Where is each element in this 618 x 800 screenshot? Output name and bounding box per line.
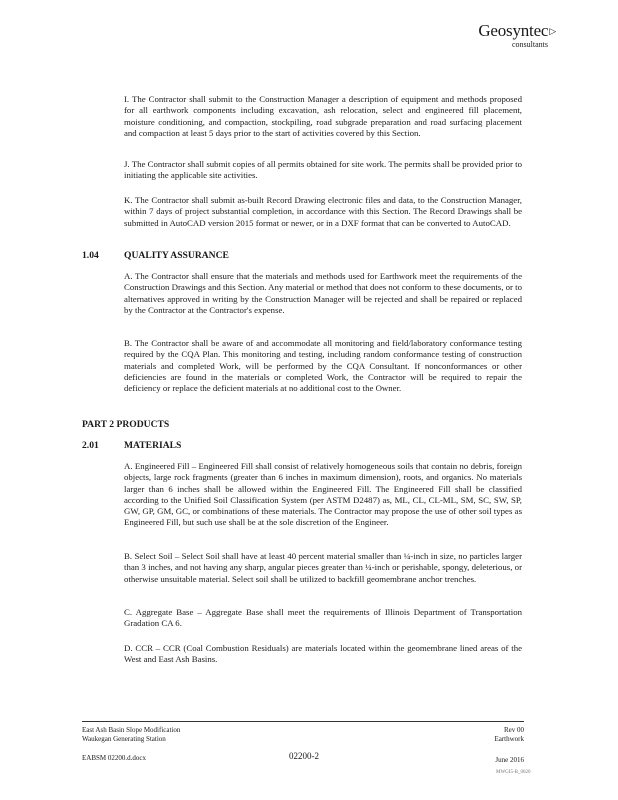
paragraph-materials-b: B. Select Soil – Select Soil shall have at least 40 percent material smaller than ¼-inch in size, no particles larger than 3 inches, and not having any sharp, angular pieces greater than ¼-inch or perishable, spongy, deleterious, or otherwise unsuitable material. Select soil shall be utilized to backfill geomembrane anchor trenches. (124, 551, 522, 584)
paragraph-materials-d: D. CCR – CCR (Coal Combustion Residuals) are materials located within the geomembrane lined areas of the West and East Ash Basins. (124, 643, 522, 665)
footer-date: June 2016 (495, 756, 524, 764)
section-title-qa: QUALITY ASSURANCE (124, 250, 229, 261)
footer-stamp: MWGI5-B_0020 (496, 770, 531, 775)
paragraph-qa-b: B. The Contractor shall be aware of and accommodate all monitoring and field/laboratory conformance testing required by the CQA Plan. This monitoring and testing, including random conformance testing of construction materials and completed Work, will be performed by the CQA Consultant. If nonconformances or other deficiencies are found in the materials or completed Work, the Contractor will be required to repair the deficiency or replace the deficient materials at no additional cost to the Owner. (124, 338, 522, 394)
logo-name: Geosyntec (478, 21, 549, 40)
footer-section: Earthwork (494, 735, 524, 743)
paragraph-k: K. The Contractor shall submit as-built Record Drawing electronic files and data, to the Construction Manager, within 7 days of project substantial completion, in accordance with this Section. The Record Drawings shall be submitted in AutoCAD version 2015 format or newer, or in a DXF format that can be converted to AutoCAD. (124, 195, 522, 228)
paragraph-i: I. The Contractor shall submit to the Construction Manager a description of equipment and methods proposed for all earthwork components including excavation, ash relocation, select and engineered fill placement, moisture conditioning, and compaction, stockpiling, road subgrade preparation and road surfacing placement and compaction at least 5 days prior to the start of activities covered by this Section. (124, 94, 522, 138)
footer-divider (82, 721, 524, 722)
section-number-qa: 1.04 (82, 250, 99, 261)
paragraph-j: J. The Contractor shall submit copies of all permits obtained for site work. The permits shall be provided prior to initiating the applicable site activities. (124, 159, 522, 181)
footer-station: Waukegan Generating Station (82, 735, 166, 743)
part-heading: PART 2 PRODUCTS (82, 419, 170, 430)
company-logo (446, 22, 556, 49)
logo-subtitle: consultants (512, 40, 548, 49)
section-title-materials: MATERIALS (124, 440, 182, 451)
footer-page-number: 02200-2 (289, 751, 319, 761)
logo-triangle-icon: ▷ (549, 26, 556, 36)
paragraph-materials-a: A. Engineered Fill – Engineered Fill shall consist of relatively homogeneous soils that contain no debris, foreign objects, large rock fragments (greater than 6 inches in maximum dimension), roots, and organics. No materials larger than 6 inches shall be allowed within the Engineered Fill. The Engineered Fill shall be classified according to the Unified Soil Classification System (per ASTM D2487) as, ML, CL, CL-ML, SM, SC, SW, SP, GW, GP, GM, GC, or combinations of these materials. The Contractor may propose the use of other soil types as Engineered Fill, but such use shall be at the sole discretion of the Engineer. (124, 461, 522, 528)
footer-revision: Rev 00 (503, 726, 524, 734)
paragraph-qa-a: A. The Contractor shall ensure that the materials and methods used for Earthwork meet the requirements of the Construction Drawings and this Section. Any material or method that does not conform to these documents, or to alternatives approved in writing by the Construction Manager will be rejected and shall be repaired or replaced by the Contractor at the Contractor's expense. (124, 271, 522, 315)
footer-file: EABSM 02200.d.docx (82, 754, 146, 762)
footer-project: East Ash Basin Slope Modification (82, 726, 181, 734)
section-number-materials: 2.01 (82, 440, 99, 451)
paragraph-materials-c: C. Aggregate Base – Aggregate Base shall meet the requirements of Illinois Department of Transportation Gradation CA 6. (124, 607, 522, 629)
